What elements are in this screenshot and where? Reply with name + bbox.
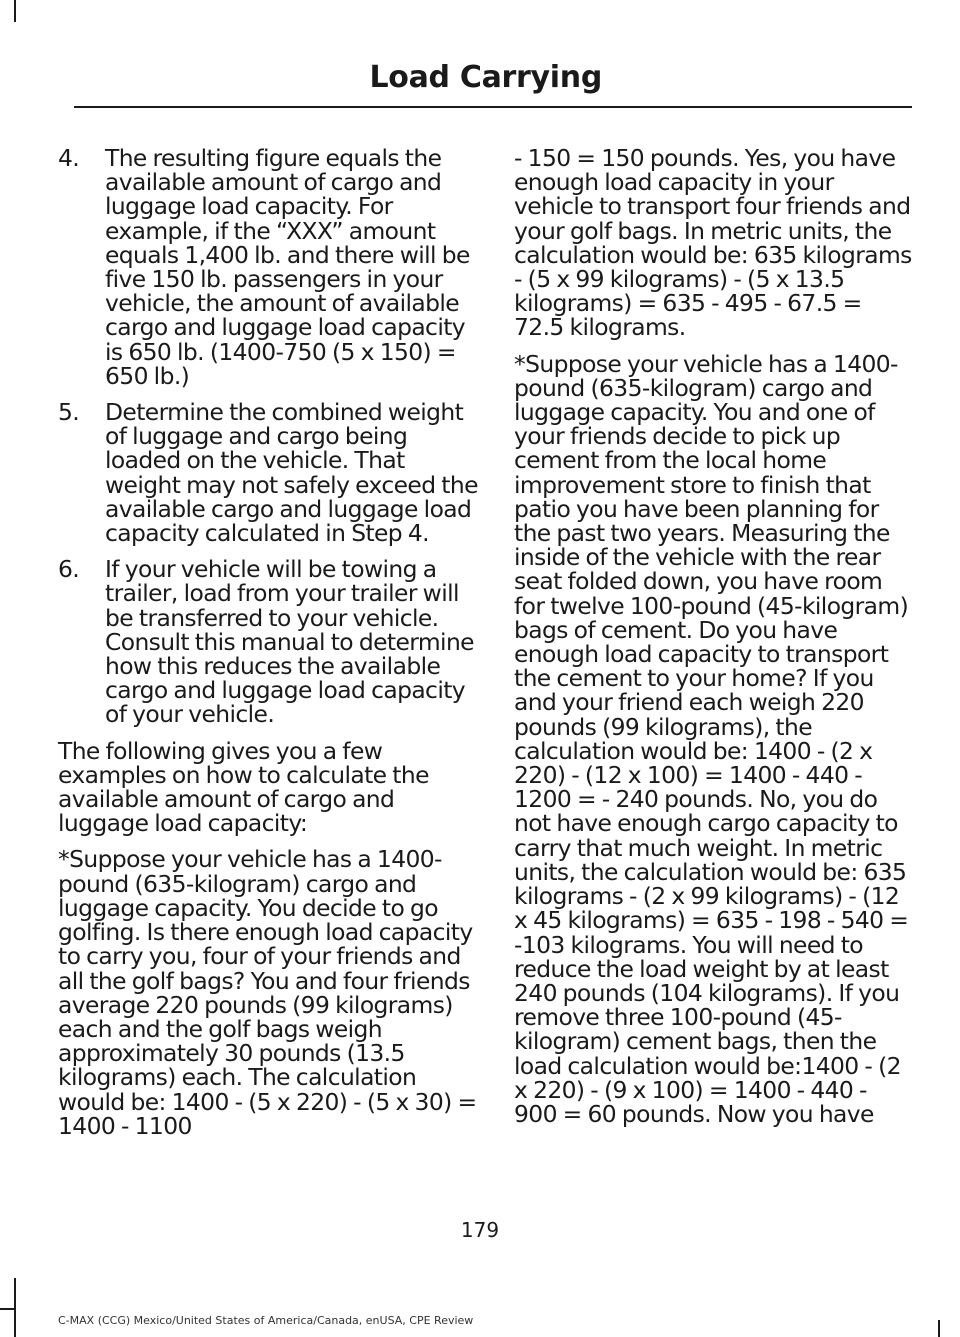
right-column <box>514 146 914 1138</box>
list-item-step-5 <box>58 398 482 548</box>
list-item-text: Determine the combined weight of luggage and cargo being loaded on the vehicle. That weight may not safely exceed the available cargo and luggage load capacity calculated in Step 4. <box>105 398 478 548</box>
crop-mark-bottom-left-horizontal <box>0 1308 14 1310</box>
cement-example-paragraph: *Suppose your vehicle has a 1400-pound (635-kilogram) cargo and luggage capacity. You and one of your friends decide to pick up cement from the local home improvement store to finish that patio you have been planning for the past two years. Measuring the inside of the vehicle with the rear seat folded down, you have room for twelve 100-pound (45-kilogram) bags of cement. Do you have enough load capacity to transport the cement to your home? If you and your friend each weigh 220 pounds (99 kilograms), the calculation would be: 1400 - (2 x 220) - (12 x 100) = 1400 - 440 - 1200 = - 240 pounds. No, you do not have enough cargo capacity to carry that much weight. In metric units, the calculation would be: 635 kilograms - (2 x 99 kilograms) - (12 x 45 kilograms) = 635 - 198 - 540 = -103 kilograms. You will need to reduce the load weight by at least 240 pounds (104 kilograms). If you remove three 100-pound (45-kilogram) cement bags, then the load calculation would be:1400 - (2 x 220) - (9 x 100) = 1400 - 440 - 900 = 60 pounds. Now you have <box>514 349 909 1128</box>
crop-mark-bottom-right-vertical <box>938 1320 940 1337</box>
footer-document-id: C-MAX (CCG) Mexico/United States of America/Canada, enUSA, CPE Review <box>58 1314 474 1327</box>
examples-intro-paragraph: The following gives you a few examples on how to calculate the available amount of cargo and luggage load capacity: <box>58 736 429 838</box>
list-item-number: 4. <box>58 144 80 172</box>
crop-mark-bottom-left-vertical <box>14 1278 16 1337</box>
list-item-number: 6. <box>58 555 80 584</box>
golf-example-continued-paragraph: - 150 = 150 pounds. Yes, you have enough load capacity in your vehicle to transport four friends and your golf bags. In metric units, the calculation would be: 635 kilograms - (5 x 99 kilograms) - (5 x 13.5 kilograms) = 635 - 495 - 67.5 = 72.5 kilograms. <box>514 144 912 342</box>
section-title: Load Carrying <box>369 60 602 95</box>
list-item-step-6 <box>58 555 482 729</box>
crop-mark-top-left <box>14 0 16 22</box>
left-column <box>58 146 482 1150</box>
page-number: 179 <box>460 1218 500 1242</box>
list-item-text: The resulting figure equals the available amount of cargo and luggage load capacity. For example, if the “XXX” amount equals 1,400 lb. and there will be five 150 lb. passengers in your vehicle, the amount of available cargo and luggage load capacity is 650 lb. (1400-750 (5 x 150) = 650 lb.) <box>105 144 470 390</box>
list-item-step-4 <box>58 146 482 388</box>
header-rule <box>74 106 912 108</box>
list-item-text: If your vehicle will be towing a trailer, load from your trailer will be transferred to your vehicle. Consult this manual to determine how this reduces the available cargo and luggage load capacity of your vehicle. <box>105 555 474 729</box>
golf-example-paragraph: *Suppose your vehicle has a 1400-pound (635-kilogram) cargo and luggage capacity. You decide to go golfing. Is there enough load capacity to carry you, four of your friends and all the golf bags? You and four friends average 220 pounds (99 kilograms) each and the golf bags weigh approximately 30 pounds (13.5 kilograms) each. The calculation would be: 1400 - (5 x 220) - (5 x 30) = 1400 - 1100 <box>58 845 477 1140</box>
list-item-number: 5. <box>58 398 80 427</box>
